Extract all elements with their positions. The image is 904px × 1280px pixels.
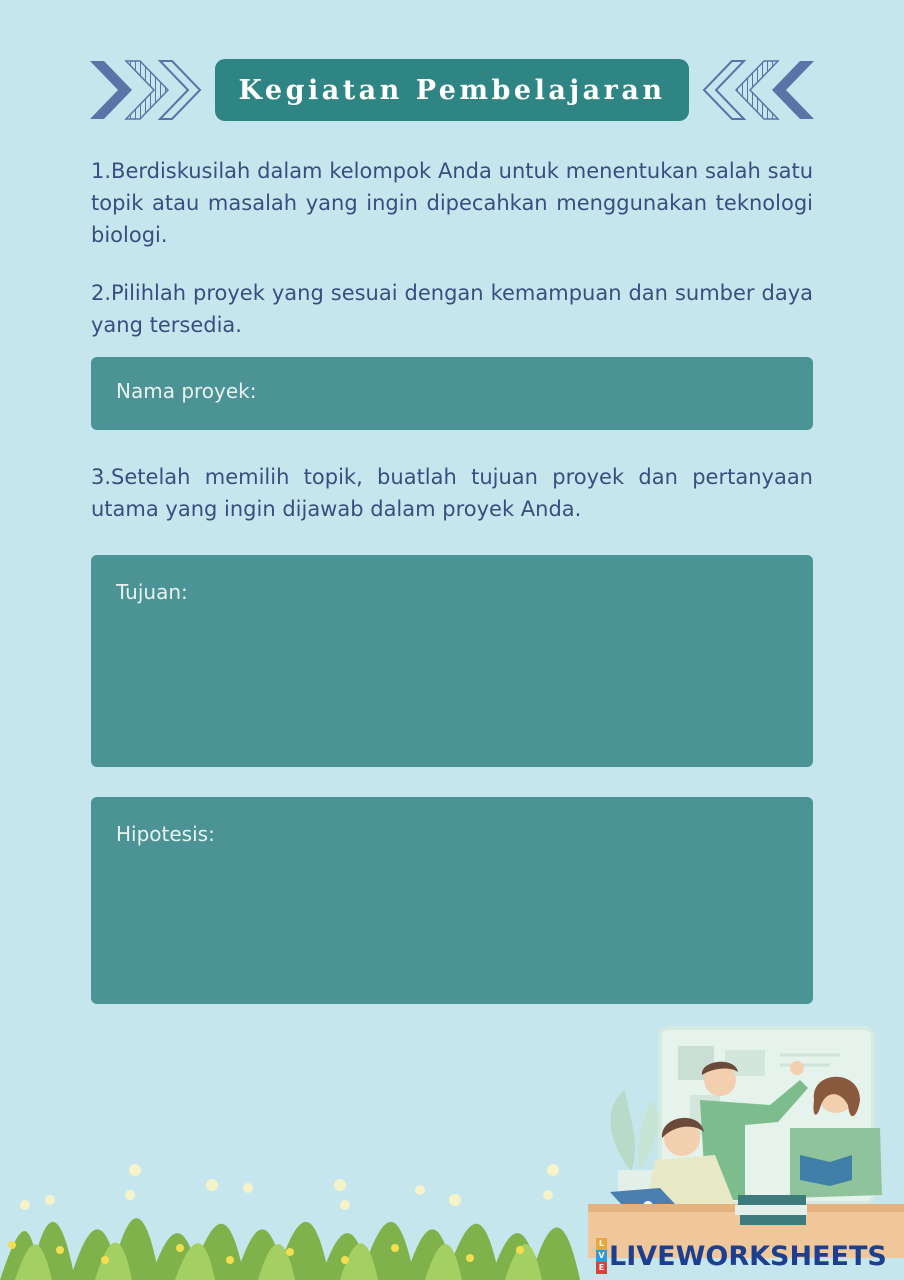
logo-badge-letter: E: [596, 1262, 607, 1274]
logo-badge-letter: L: [596, 1238, 607, 1250]
instruction-2: 2.Pilihlah proyek yang sesuai dengan kemampuan dan sumber daya yang tersedia.: [91, 281, 813, 337]
hypothesis-label: Hipotesis:: [116, 822, 215, 846]
chevron-right-decoration-icon: [90, 59, 202, 121]
logo-text: LIVEWORKSHEETS: [609, 1240, 887, 1272]
goal-label: Tujuan:: [116, 580, 188, 604]
goal-field[interactable]: [91, 555, 813, 767]
project-name-label: Nama proyek:: [116, 379, 257, 403]
instruction-1: 1.Berdiskusilah dalam kelompok Anda untuk menentukan salah satu topik atau masalah yang ingin dipecahkan menggunakan teknologi biologi.: [91, 159, 813, 247]
instruction-3: 3.Setelah memilih topik, buatlah tujuan proyek dan pertanyaan utama yang ingin dijawab dalam proyek Anda.: [91, 465, 813, 521]
header: [90, 59, 814, 121]
liveworksheets-logo: [596, 1240, 887, 1272]
page-title: Kegiatan Pembelajaran: [215, 59, 689, 121]
logo-badge-letter: V: [596, 1250, 607, 1262]
hypothesis-field[interactable]: [91, 797, 813, 1004]
logo-badge: [596, 1238, 607, 1274]
chevron-left-decoration-icon: [702, 59, 814, 121]
project-name-field[interactable]: [91, 357, 813, 430]
